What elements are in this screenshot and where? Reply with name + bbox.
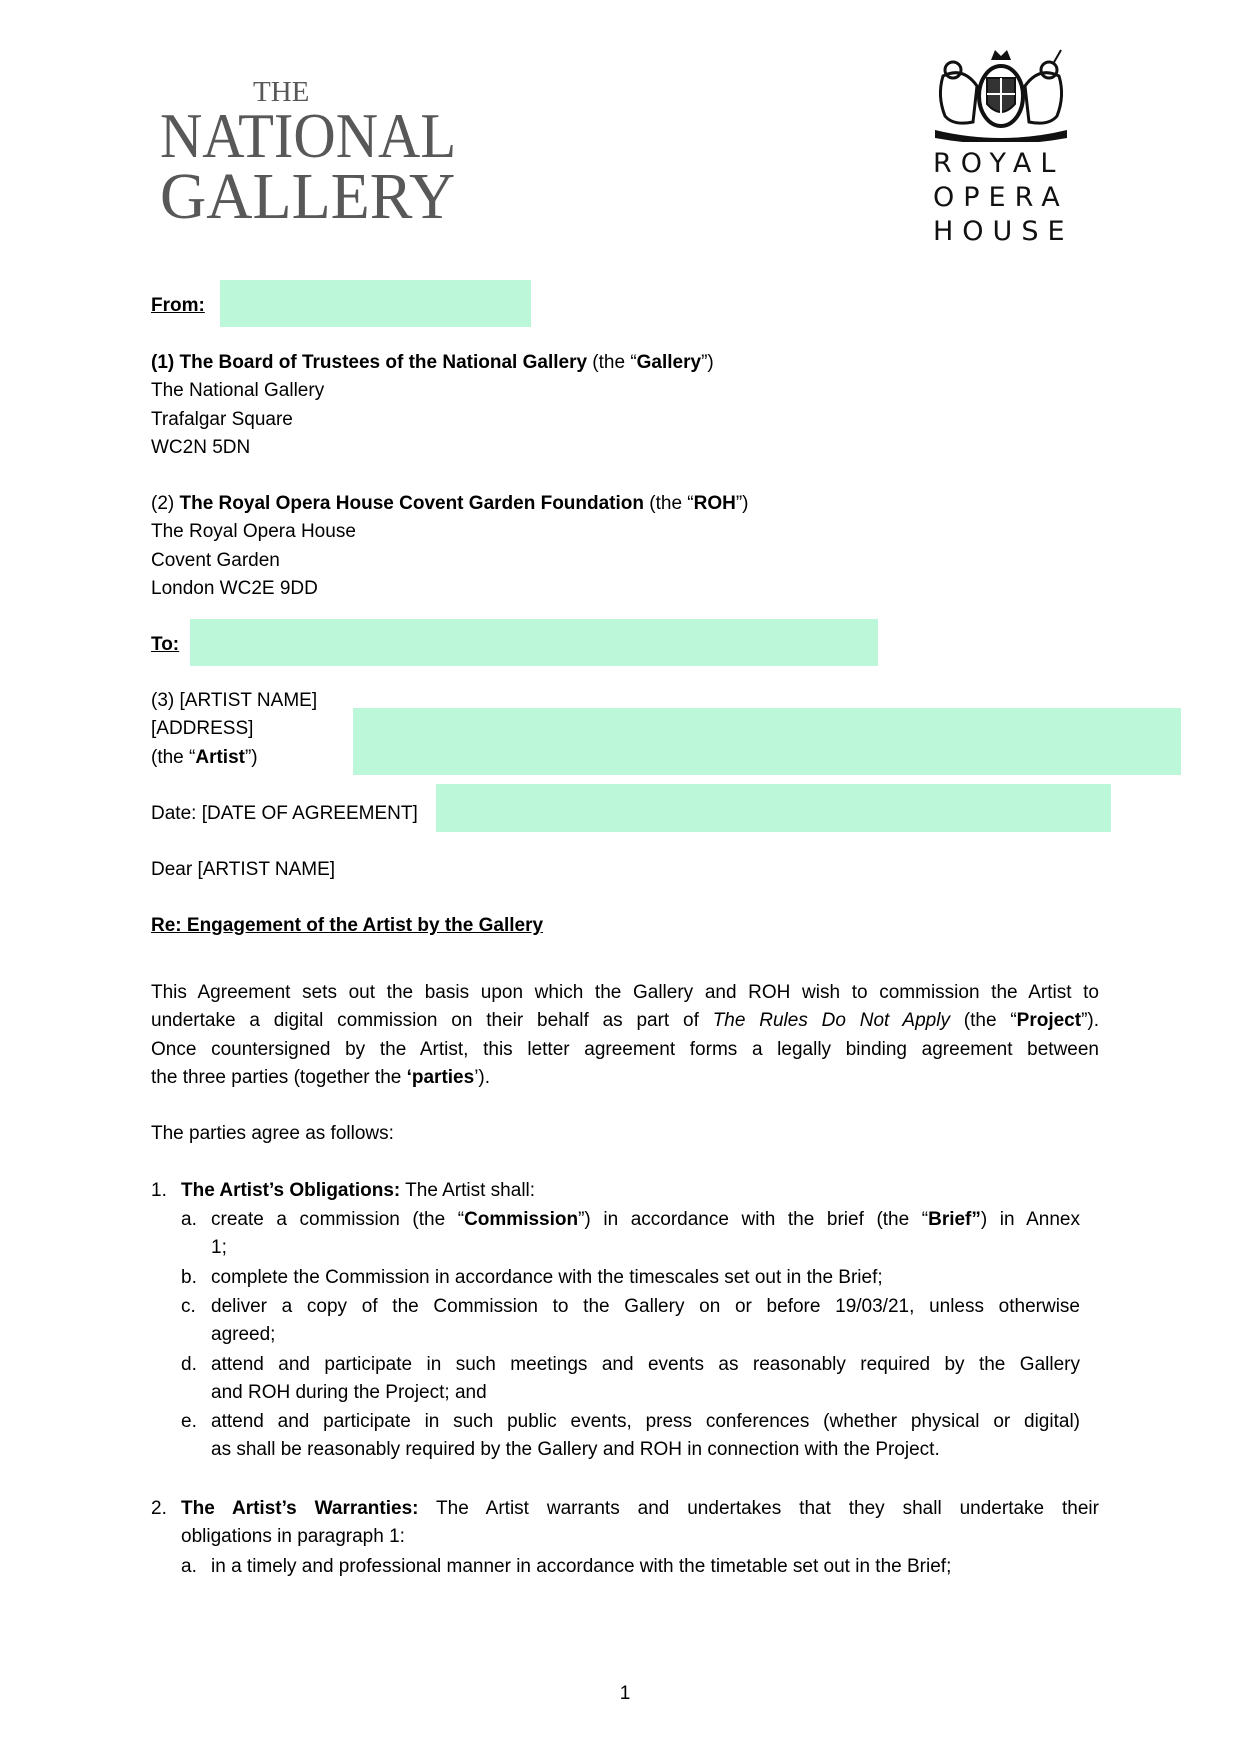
party-number: (1) bbox=[151, 352, 180, 373]
party-name: The Royal Opera House Covent Garden Foundation bbox=[179, 493, 644, 514]
paragraph-line bbox=[151, 1064, 1099, 1092]
clause-number: 1. bbox=[151, 1180, 167, 1201]
item-line: complete the Commission in accordance with the timescales set out in the Brief; bbox=[211, 1267, 883, 1288]
artist-address: [ADDRESS] bbox=[151, 718, 254, 740]
from-label-text: From: bbox=[151, 295, 205, 316]
party-number: (2) bbox=[151, 493, 180, 514]
party-short-name: ROH bbox=[693, 493, 736, 514]
redaction-box bbox=[220, 280, 531, 327]
item-letter: a. bbox=[181, 1209, 197, 1230]
party-3 bbox=[151, 687, 317, 772]
item-line: and ROH during the Project; and bbox=[211, 1382, 487, 1404]
paragraph-line: This Agreement sets out the basis upon which the Gallery and ROH wish to commission the Artist to bbox=[151, 982, 1099, 1003]
redaction-box bbox=[190, 619, 878, 666]
logo-text: NATIONAL bbox=[160, 101, 457, 171]
text: ”) bbox=[701, 352, 714, 373]
logo-text: HOUSE bbox=[933, 216, 1074, 247]
clause-number: 2. bbox=[151, 1498, 167, 1519]
item-line: attend and participate in such public events, press conferences (whether physical or digital) bbox=[211, 1411, 1080, 1432]
defined-term: Project bbox=[1016, 1010, 1082, 1032]
text: undertake a digital commission on their behalf as part of bbox=[151, 1010, 713, 1032]
logo-text: THE bbox=[253, 76, 310, 108]
clause-text bbox=[181, 1495, 1099, 1552]
agree-line: The parties agree as follows: bbox=[151, 1123, 394, 1144]
logo-text: GALLERY bbox=[160, 160, 456, 233]
text: ”) bbox=[735, 493, 749, 514]
item-letter: a. bbox=[181, 1556, 197, 1577]
party-2 bbox=[151, 490, 749, 603]
clause-line: obligations in paragraph 1: bbox=[181, 1526, 405, 1548]
text: ”) bbox=[244, 746, 258, 768]
address-line: Covent Garden bbox=[151, 549, 280, 571]
item-line bbox=[211, 1206, 1080, 1234]
party-name: The Board of Trustees of the National Gallery bbox=[179, 352, 588, 373]
artist-name: (3) [ARTIST NAME] bbox=[151, 690, 318, 711]
text: The Artist shall: bbox=[400, 1180, 536, 1201]
address-line: Trafalgar Square bbox=[151, 408, 293, 430]
date-line: Date: [DATE OF AGREEMENT] bbox=[151, 803, 418, 824]
text: (the “ bbox=[949, 1010, 1017, 1032]
text: (the “ bbox=[587, 352, 637, 373]
clause-item bbox=[211, 1351, 1080, 1408]
project-title: The Rules Do Not Apply bbox=[712, 1010, 950, 1032]
subject-line bbox=[151, 912, 543, 940]
defined-term: Commission bbox=[464, 1209, 579, 1230]
text: ”) in accordance with the brief (the “ bbox=[578, 1209, 929, 1230]
text: the three parties (together the bbox=[151, 1066, 407, 1088]
text: ) in Annex bbox=[980, 1209, 1080, 1230]
clause-heading: The Artist’s Warranties: bbox=[181, 1498, 419, 1519]
clause-line bbox=[181, 1495, 1099, 1523]
salutation: Dear [ARTIST NAME] bbox=[151, 859, 336, 880]
item-line: deliver a copy of the Commission to the Gallery on or before 19/03/21, unless otherwise bbox=[211, 1296, 1080, 1317]
to-label bbox=[151, 631, 179, 659]
item-line: as shall be reasonably required by the Gallery and ROH in connection with the Project. bbox=[211, 1439, 940, 1461]
clause-item bbox=[211, 1206, 1080, 1263]
defined-term: Brief” bbox=[928, 1209, 981, 1230]
item-line: 1; bbox=[211, 1237, 227, 1259]
subject-text: Re: Engagement of the Artist by the Gallery bbox=[151, 915, 544, 936]
clause-heading: The Artist’s Obligations: bbox=[181, 1180, 401, 1201]
item-line: in a timely and professional manner in accordance with the timetable set out in the Brief; bbox=[211, 1556, 952, 1577]
text: ’). bbox=[474, 1066, 491, 1088]
text: The Artist warrants and undertakes that they shall undertake their bbox=[418, 1498, 1099, 1519]
from-label bbox=[151, 292, 205, 320]
address-line: The National Gallery bbox=[151, 380, 325, 402]
paragraph-line: Once countersigned by the Artist, this letter agreement forms a legally binding agreement between bbox=[151, 1038, 1099, 1060]
text: (the “ bbox=[644, 493, 694, 514]
text: create a commission (the “ bbox=[211, 1209, 465, 1230]
text: ”). bbox=[1081, 1010, 1100, 1032]
redaction-box bbox=[353, 708, 1181, 775]
item-letter: d. bbox=[181, 1354, 197, 1375]
party-short-name: Gallery bbox=[636, 352, 702, 373]
logo-text: OPERA bbox=[933, 182, 1069, 213]
party-1 bbox=[151, 349, 714, 462]
page-number: 1 bbox=[619, 1683, 631, 1704]
address-line: WC2N 5DN bbox=[151, 436, 251, 458]
logo-text: ROYAL bbox=[933, 148, 1065, 179]
clause-item bbox=[211, 1293, 1080, 1350]
party-short-name: Artist bbox=[195, 746, 245, 768]
item-letter: b. bbox=[181, 1267, 197, 1288]
item-line: agreed; bbox=[211, 1324, 276, 1346]
redaction-box bbox=[436, 784, 1111, 832]
item-line: attend and participate in such meetings and events as reasonably required by the Gallery bbox=[211, 1354, 1080, 1375]
item-letter: c. bbox=[181, 1296, 196, 1317]
clause-item bbox=[211, 1408, 1080, 1465]
text: (the “ bbox=[151, 746, 196, 768]
clause-item bbox=[211, 1264, 1080, 1292]
paragraph-line bbox=[151, 1007, 1099, 1035]
address-line: The Royal Opera House bbox=[151, 521, 356, 543]
clause-item bbox=[211, 1553, 1080, 1581]
item-letter: e. bbox=[181, 1411, 197, 1432]
address-line: London WC2E 9DD bbox=[151, 577, 318, 599]
defined-term: ‘parties bbox=[406, 1066, 475, 1088]
to-label-text: To: bbox=[151, 634, 180, 655]
royal-crest-icon bbox=[933, 46, 1069, 142]
intro-paragraph bbox=[151, 979, 1099, 1092]
